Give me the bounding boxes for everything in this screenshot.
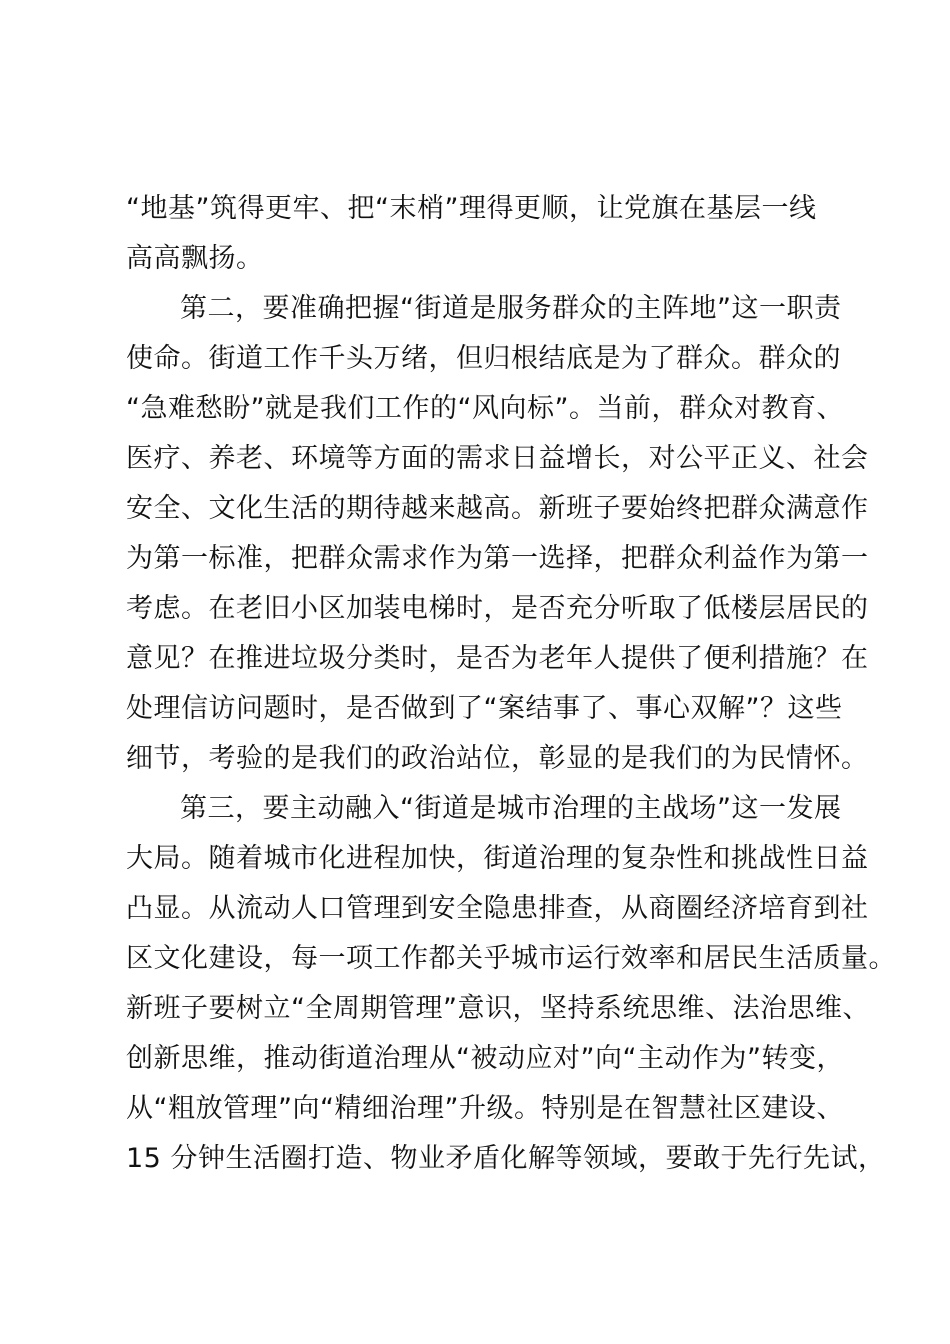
text-line: 从“粗放管理”向“精细治理”升级。特别是在智慧社区建设、 bbox=[126, 1093, 844, 1124]
text-line: 医疗、养老、环境等方面的需求日益增长，对公平正义、社会 bbox=[126, 443, 869, 474]
text-line: 细节，考验的是我们的政治站位，彰显的是我们的为民情怀。 bbox=[126, 743, 869, 774]
text-line: 安全、文化生活的期待越来越高。新班子要始终把群众满意作 bbox=[126, 493, 869, 524]
paragraph-start-line: 第三，要主动融入“街道是城市治理的主战场”这一发展 bbox=[180, 793, 842, 824]
text-line: 区文化建设，每一项工作都关乎城市运行效率和居民生活质量。 bbox=[126, 943, 896, 974]
text-line: 凸显。从流动人口管理到安全隐患排查，从商圈经济培育到社 bbox=[126, 893, 869, 924]
text-line: “急难愁盼”就是我们工作的“风向标”。当前，群众对教育、 bbox=[126, 393, 844, 424]
text-line: 意见？在推进垃圾分类时，是否为老年人提供了便利措施？在 bbox=[126, 643, 869, 674]
text-line: 处理信访问题时，是否做到了“案结事了、事心双解”？这些 bbox=[126, 693, 843, 724]
text-line: 创新思维，推动街道治理从“被动应对”向“主动作为”转变， bbox=[126, 1043, 844, 1074]
text-line: 15 分钟生活圈打造、物业矛盾化解等领域，要敢于先行先试， bbox=[126, 1143, 886, 1174]
text-line: 使命。街道工作千头万绪，但归根结底是为了群众。群众的 bbox=[126, 343, 841, 374]
paragraph-start-line: 第二，要准确把握“街道是服务群众的主阵地”这一职责 bbox=[180, 293, 842, 324]
text-line: 为第一标准，把群众需求作为第一选择，把群众利益作为第一 bbox=[126, 543, 869, 574]
document-body bbox=[126, 184, 896, 1184]
text-line: 考虑。在老旧小区加装电梯时，是否充分听取了低楼层居民的 bbox=[126, 593, 869, 624]
text-line: “地基”筑得更牢、把“末梢”理得更顺，让党旗在基层一线 bbox=[126, 193, 817, 224]
text-line: 高高飘扬。 bbox=[126, 243, 264, 274]
text-line: 大局。随着城市化进程加快，街道治理的复杂性和挑战性日益 bbox=[126, 843, 869, 874]
text-line: 新班子要树立“全周期管理”意识，坚持系统思维、法治思维、 bbox=[126, 993, 870, 1024]
